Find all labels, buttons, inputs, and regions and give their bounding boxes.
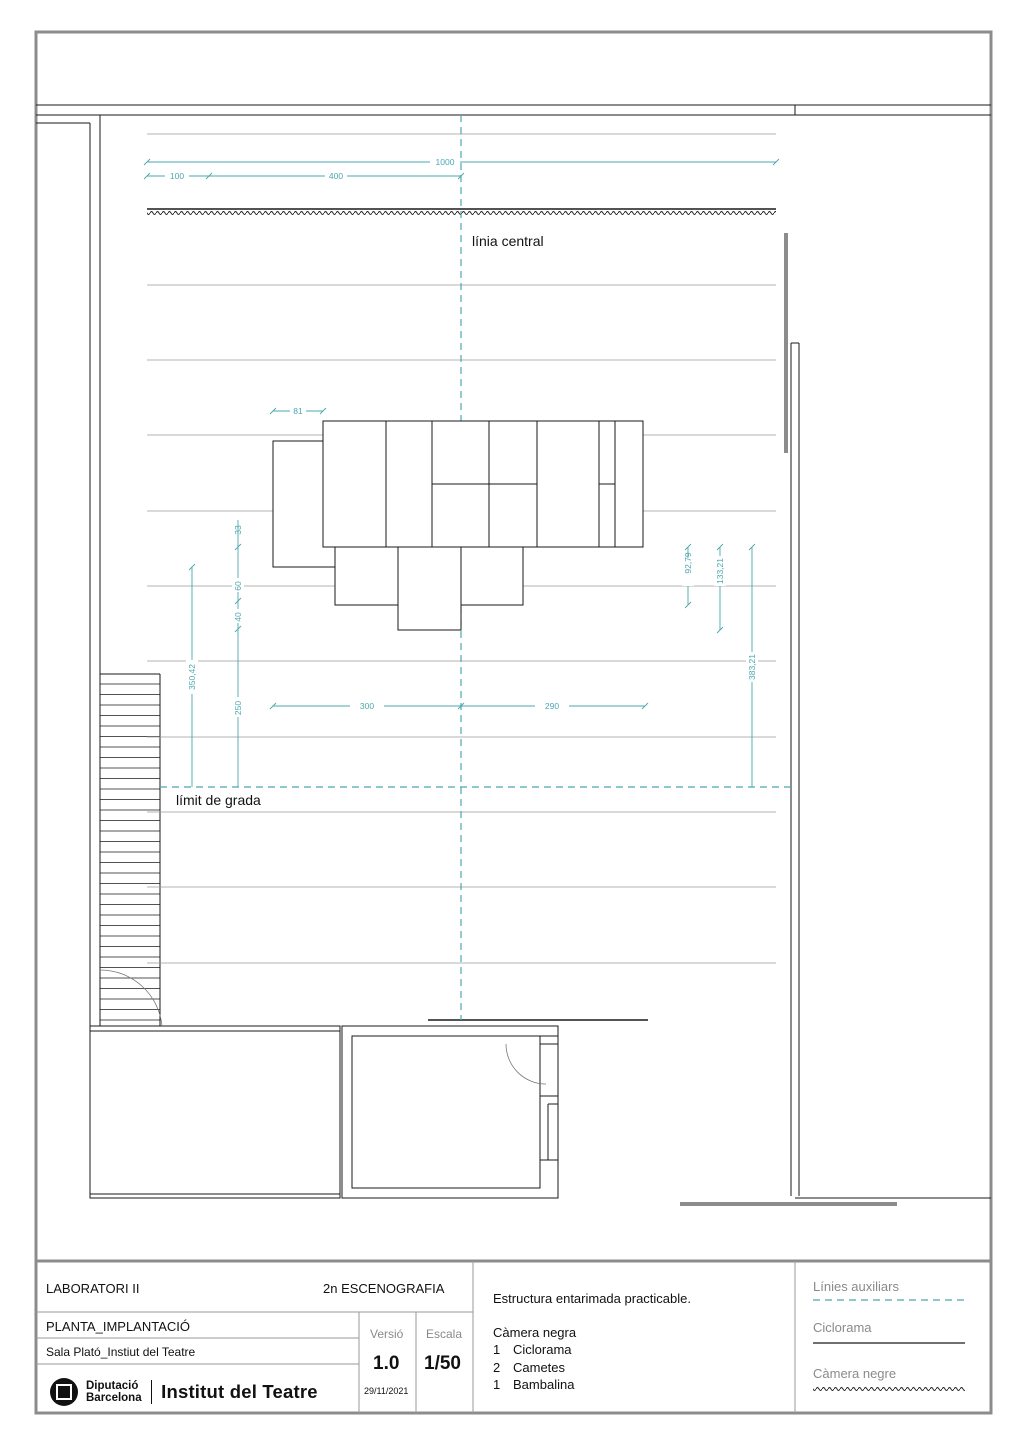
- notes-item: 2 Cametes: [493, 1359, 566, 1375]
- logo-diputacio-text: [86, 1380, 142, 1404]
- institution-logo: [50, 1376, 318, 1408]
- version-label: Versió: [370, 1327, 404, 1341]
- version-value: 1.0: [373, 1353, 400, 1374]
- project-name: LABORATORI II: [46, 1281, 140, 1296]
- logo-separator: [151, 1380, 153, 1404]
- dim-right-c: 383,21: [747, 654, 757, 680]
- version-date: 29/11/2021: [364, 1386, 409, 1396]
- notes-block: [493, 1290, 691, 1394]
- legend-aux-lines-label: Línies auxiliars: [813, 1279, 899, 1294]
- logo-institution: Institut del Teatre: [161, 1381, 318, 1402]
- dim-top-total: 1000: [435, 157, 455, 167]
- center-line-label: línia central: [472, 233, 544, 249]
- dim-platform-offset: 81: [293, 406, 303, 416]
- logo-line2: Barcelona: [86, 1392, 142, 1404]
- stage-platform-structure: [273, 421, 643, 630]
- scale-value: 1/50: [424, 1353, 461, 1374]
- logo-line1: Diputació: [86, 1380, 139, 1392]
- dim-left-60: 60: [233, 581, 243, 591]
- dim-right-b: 133,21: [715, 558, 725, 584]
- diputacio-seal-icon: [50, 1378, 78, 1406]
- drawing-title: PLANTA_IMPLANTACIÓ: [46, 1319, 190, 1334]
- scale-label: Escala: [426, 1327, 463, 1341]
- subject-name: 2n ESCENOGRAFIA: [323, 1281, 445, 1296]
- notes-item: 1 Bambalina: [493, 1377, 575, 1392]
- dim-left-40: 40: [233, 612, 243, 622]
- dim-bottom-right: 290: [544, 701, 560, 711]
- notes-item: 1 Ciclorama: [493, 1342, 572, 1357]
- stair-treads: [100, 684, 160, 1020]
- notes-structure: Estructura entarimada practicable.: [493, 1291, 691, 1306]
- notes-camera-title: Càmera negra: [493, 1324, 577, 1340]
- dim-left-long: 350,42: [187, 664, 197, 690]
- dim-left-250: 250: [233, 700, 243, 716]
- dim-top-first: 100: [169, 171, 185, 181]
- room-walls: [36, 105, 991, 1205]
- venue-name: Sala Plató_Instiut del Teatre: [46, 1345, 196, 1359]
- legend-black-camera-sample: [813, 1387, 965, 1393]
- legend-cyclorama-label: Ciclorama: [813, 1320, 872, 1335]
- dim-bottom-left: 300: [359, 701, 375, 711]
- dim-left-33: 33: [233, 525, 243, 535]
- dim-right-a: 92,79: [683, 552, 693, 574]
- grada-limit-label: límit de grada: [176, 792, 261, 808]
- legend-black-camera-label: Càmera negre: [813, 1366, 897, 1381]
- dim-top-second: 400: [328, 171, 344, 181]
